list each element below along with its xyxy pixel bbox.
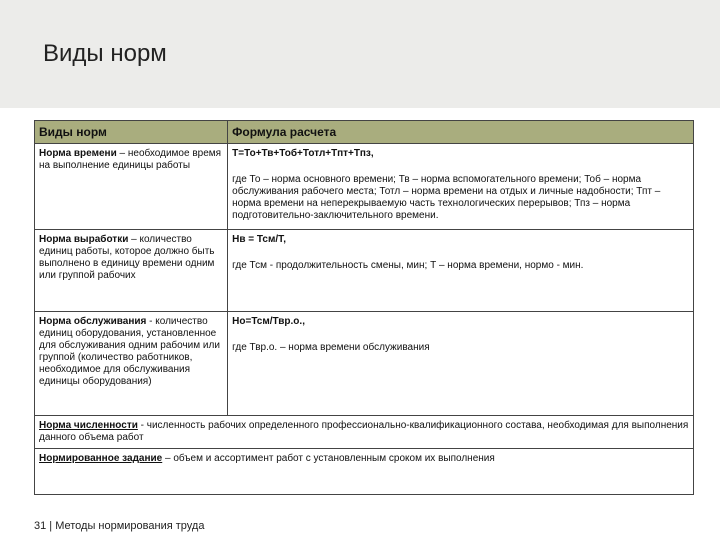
table-row: [35, 416, 694, 449]
norm-name: Нормированное задание: [39, 453, 163, 464]
norm-description: - количество единиц оборудования, установленное для обслуживания одним рабочим или группой (количество работников, необходимое для обслуживания единицы оборудования): [39, 316, 220, 387]
table-row: [35, 144, 694, 230]
slide-footer: 31 | Методы нормирования труда: [34, 520, 205, 532]
formula-explanation: где Тсм - продолжительность смены, мин; Т – норма времени, нормо - мин.: [232, 260, 584, 271]
norm-name: Норма численности: [39, 420, 138, 431]
slide-title: Виды норм: [43, 40, 167, 67]
formula-explanation: где Твр.о. – норма времени обслуживания: [232, 342, 430, 353]
slide-header: [0, 0, 720, 108]
norm-description: – необходимое время на выполнение единицы работы: [39, 148, 222, 171]
column-header-norm-types: Виды норм: [35, 121, 228, 144]
formula-cell: [228, 230, 694, 312]
norm-description: - численность рабочих определенного профессионально-квалификационного состава, необходимая для выполнения данного объема работ: [39, 420, 689, 443]
table-row: [35, 449, 694, 495]
table-row: [35, 312, 694, 416]
formula-cell: [228, 144, 694, 230]
norm-name: Норма выработки: [39, 234, 129, 245]
table-row: [35, 230, 694, 312]
formula: Т=То+Тв+Тоб+Тотл+Тпт+Тпз,: [232, 148, 374, 159]
wide-norm-cell: [35, 416, 694, 449]
formula-cell: [228, 312, 694, 416]
norm-type-cell: [35, 230, 228, 312]
column-header-formula: Формула расчета: [228, 121, 694, 144]
formula: Но=Тсм/Твр.о.,: [232, 316, 305, 327]
norm-description: – объем и ассортимент работ с установленным сроком их выполнения: [162, 453, 495, 464]
table-header-row: [35, 121, 694, 144]
norm-type-cell: [35, 144, 228, 230]
norm-name: Норма обслуживания: [39, 316, 147, 327]
norms-table: [34, 120, 694, 495]
norm-description: – количество единиц работы, которое должно быть выполнено в единицу времени одним или группой рабочих: [39, 234, 215, 281]
wide-norm-cell: [35, 449, 694, 495]
formula: Нв = Тсм/Т,: [232, 234, 287, 245]
norm-type-cell: [35, 312, 228, 416]
formula-explanation: где То – норма основного времени; Тв – норма вспомогательного времени; Тоб – норма обслуживания рабочего места; Тотл – норма времени на отдых и личные надобности; Тпт – норма времени на неперекрываемую часть технологических перерывов; Тпз – норма подготовительно-заключительного времени.: [232, 174, 661, 221]
norm-name: Норма времени: [39, 148, 117, 159]
